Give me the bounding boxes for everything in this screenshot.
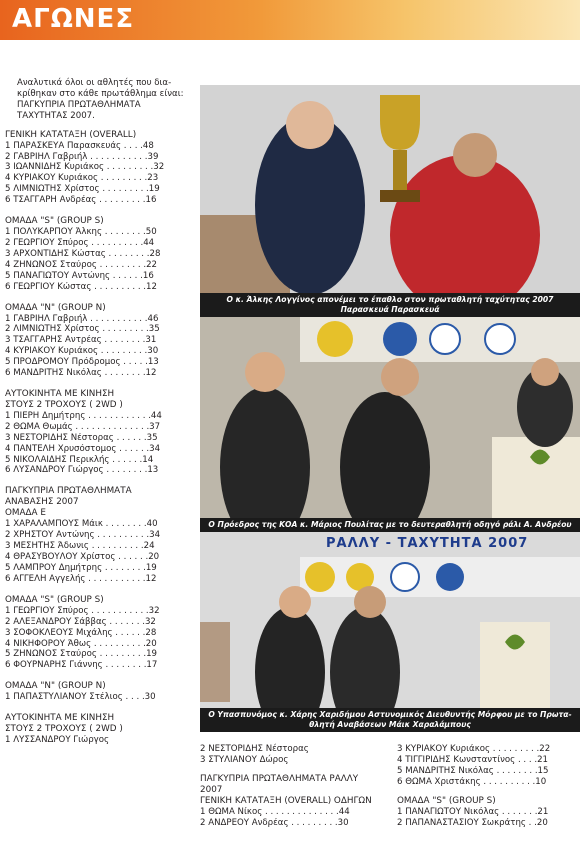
list-item: 2 ΝΕΣΤΟΡΙΔΗΣ Νέστορας xyxy=(200,744,309,754)
rally-banner-text: ΡΑΛΛΥ - ΤΑΧΥΤΗΤΑ 2007 xyxy=(326,536,529,551)
section-heading: ΠΑΓΚΥΠΡΙΑ ΠΡΩΤΑΘΛΗΜΑΤΑ ΑΝΑΒΑΣΗΣ 2007 ΟΜΑΔΑ Ε xyxy=(5,486,132,519)
results-section xyxy=(5,595,195,671)
list-item: 6 ΦΟΥΡΝΑΡΗΣ Γιάννης . . . . . . . .17 xyxy=(5,660,158,671)
section-heading: ΑΥΤΟΚΙΝΗΤΑ ΜΕ ΚΙΝΗΣΗ ΣΤΟΥΣ 2 ΤΡΟΧΟΥΣ ( 2WD ) xyxy=(5,388,123,410)
list-item: 1 ΘΩΜΑ Νίκος . . . . . . . . . . . . . .44 xyxy=(200,806,350,817)
list-item: 1 ΠΑΝΑΓΙΩΤΟΥ Νικόλας . . . . . . .21 xyxy=(397,806,549,817)
photo-award-overall xyxy=(200,85,580,317)
list-item: 5 ΠΡΟΔΡΟΜΟΥ Πρόδρομος . . . . .13 xyxy=(5,357,159,368)
results-section xyxy=(5,130,195,206)
list-item: 2 ΑΛΕΞΑΝΔΡΟΥ Σάββας . . . . . . .32 xyxy=(5,616,156,627)
intro-paragraph xyxy=(5,78,195,122)
results-section xyxy=(5,216,195,292)
list-item: 6 ΘΩΜΑ Χριστάκης . . . . . . . . . .10 xyxy=(397,776,547,787)
list-item: 3 ΣΤΥΛΙΑΝΟΥ Δώρος xyxy=(200,754,289,765)
list-item: 3 ΜΕΣΗΤΗΣ Άδωνις . . . . . . . . . .24 xyxy=(5,541,155,552)
list-item: 4 ΝΙΚΗΦΟΡΟΥ Άθως . . . . . . . . . .20 xyxy=(5,638,157,649)
results-column xyxy=(5,78,195,756)
section-heading: ΟΜΑΔΑ "S" (GROUP S) xyxy=(5,594,104,605)
results-section xyxy=(5,681,195,703)
list-item: 3 ΤΣΑΓΓΑΡΗΣ Αντρέας . . . . . . . .31 xyxy=(5,335,157,346)
list-item: 5 ΜΑΝΔΡΙΤΗΣ Νικόλας . . . . . . . .15 xyxy=(397,765,549,776)
section-heading: ΠΑΓΚΥΠΡΙΑ ΠΡΩΤΑΘΛΗΜΑΤΑ ΡΑΛΛΥ 2007 ΓΕΝΙΚΗ ΚΑΤΑΤΑΞΗ (OVERALL) ΟΔΗΓΩΝ xyxy=(200,773,372,806)
list-item: 4 ΚΥΡΙΑΚΟΥ Κυριάκος . . . . . . . . .30 xyxy=(5,346,159,357)
list-item: 5 ΖΗΝΩΝΟΣ Σταύρος . . . . . . . . .19 xyxy=(5,649,158,660)
list-item: 4 ΤΙΓΓΙΡΙΔΗΣ Κωνσταντίνος . . . .21 xyxy=(397,754,549,765)
section-heading: ΓΕΝΙΚΗ ΚΑΤΑΤΑΞΗ (OVERALL) xyxy=(5,129,137,140)
list-item: 6 ΓΕΩΡΓΙΟΥ Κώστας . . . . . . . . . .12 xyxy=(5,281,157,292)
intro-line: ΤΑΧΥΤΗΤΑΣ 2007. xyxy=(17,110,95,121)
photo-award-hillclimb xyxy=(200,532,580,732)
results-section xyxy=(5,303,195,379)
section-heading: ΟΜΑΔΑ "N" (GROUP N) xyxy=(5,302,106,313)
list-item: 3 ΚΥΡΙΑΚΟΥ Κυριάκος . . . . . . . . .22 xyxy=(397,744,551,754)
list-item: 2 ΓΑΒΡΙΗΛ Γαβριήλ . . . . . . . . . . .39 xyxy=(5,151,159,162)
photo-illustration xyxy=(200,85,580,317)
results-section xyxy=(5,713,195,746)
list-item: 4 ΘΡΑΣΥΒΟΥΛΟΥ Χρίστος . . . . . .20 xyxy=(5,552,160,563)
section-heading: ΑΥΤΟΚΙΝΗΤΑ ΜΕ ΚΙΝΗΣΗ ΣΤΟΥΣ 2 ΤΡΟΧΟΥΣ ( 2WD ) xyxy=(5,713,123,735)
list-item: 1 ΧΑΡΑΛΑΜΠΟΥΣ Μάικ . . . . . . . .40 xyxy=(5,519,158,530)
photo-caption: Ο Υπασπυνόμος κ. Χάρης Χαριδήμου Αστυνομικός Διευθυντής Μόρφου με το Πρωτα- θλητή Αναβάσεων Μάικ Χαραλάμπους xyxy=(200,708,580,732)
intro-line: ΠΑΓΚΥΠΡΙΑ ΠΡΩΤΑΘΛΗΜΑΤΑ xyxy=(17,99,141,110)
photo-award-rally xyxy=(200,317,580,532)
list-item: 4 ΖΗΝΩΝΟΣ Σταύρος . . . . . . . . .22 xyxy=(5,259,158,270)
list-item: 6 ΤΣΑΓΓΑΡΗ Ανδρέας . . . . . . . . .16 xyxy=(5,195,157,206)
photo-caption: Ο κ. Άλκης Λογγίνος απονέμει το έπαθλο στον πρωταθλητή ταχύτητας 2007 Παρασκευά Παρασκευά xyxy=(200,293,580,317)
section-heading: ΟΜΑΔΑ "S" (GROUP S) xyxy=(5,216,104,227)
list-item: 5 ΛΙΜΝΙΩΤΗΣ Χρίστος . . . . . . . . .19 xyxy=(5,184,160,195)
results-section xyxy=(5,389,195,476)
list-item: 3 ΝΕΣΤΟΡΙΔΗΣ Νέστορας . . . . . .35 xyxy=(5,432,158,443)
list-item: 5 ΠΑΝΑΓΙΩΤΟΥ Αντώνης . . . . . .16 xyxy=(5,270,154,281)
list-item: 2 ΑΝΔΡΕΟΥ Ανδρέας . . . . . . . . .30 xyxy=(200,817,349,828)
results-section xyxy=(5,486,195,584)
list-item: 2 ΧΡΗΣΤΟΥ Αντώνης . . . . . . . . . .34 xyxy=(5,530,161,541)
list-item: 1 ΠΙΕΡΗ Δημήτρης . . . . . . . . . . . .44 xyxy=(5,410,162,421)
list-item: 4 ΚΥΡΙΑΚΟΥ Κυριάκος . . . . . . . . .23 xyxy=(5,173,159,184)
intro-line: κρίθηκαν στο κάθε πρωτάθλημα είναι: xyxy=(17,88,184,99)
list-item: 1 ΓΕΩΡΓΙΟΥ Σπύρος . . . . . . . . . . .32 xyxy=(5,605,160,616)
list-item: 1 ΛΥΣΣΑΝΔΡΟΥ Γιώργος xyxy=(5,735,110,746)
photo-caption: Ο Πρόεδρος της ΚΟΑ κ. Μάριος Πουλίτας με το δευτεραθλητή οδηγό ράλι Α. Ανδρέου xyxy=(200,518,580,533)
list-item: 1 ΠΑΠΑΣΤΥΛΙΑΝΟΥ Στέλιος . . . .30 xyxy=(5,692,156,703)
list-item: 2 ΛΙΜΝΙΩΤΗΣ Χρίστος . . . . . . . . .35 xyxy=(5,324,160,335)
list-item: 1 ΓΑΒΡΙΗΛ Γαβριήλ . . . . . . . . . . .46 xyxy=(5,313,159,324)
intro-line: Αναλυτικά όλοι οι αθλητές που δια- xyxy=(17,78,172,88)
photo-illustration xyxy=(200,317,580,532)
list-item: 3 ΑΡΧΟΝΤΙΔΗΣ Κώστας . . . . . . . .28 xyxy=(5,248,161,259)
bottom-column-right xyxy=(397,744,580,828)
list-item: 6 ΛΥΣΑΝΔΡΟΥ Γιώργος . . . . . . . .13 xyxy=(5,465,159,476)
list-item: 5 ΛΑΜΠΡΟΥ Δημήτρης . . . . . . . .19 xyxy=(5,563,157,573)
list-item: 2 ΘΩΜΑ Θωμάς . . . . . . . . . . . . . .37 xyxy=(5,421,161,432)
list-item: 6 ΜΑΝΔΡΙΤΗΣ Νικόλας . . . . . . . .12 xyxy=(5,368,157,379)
list-item: 5 ΝΙΚΟΛΑΙΔΗΣ Περικλής . . . . . .14 xyxy=(5,454,154,465)
list-item: 1 ΠΑΡΑΣΚΕΥΑ Παρασκευάς . . . .48 xyxy=(5,140,154,151)
list-item: 1 ΠΟΛΥΚΑΡΠΟΥ Άλκης . . . . . . . .50 xyxy=(5,227,157,238)
photo-illustration xyxy=(200,532,580,732)
bottom-column-left xyxy=(200,744,390,829)
section-heading: ΟΜΑΔΑ "N" (GROUP N) xyxy=(5,681,106,692)
photo-column xyxy=(200,85,580,732)
section-heading: ΟΜΑΔΑ "S" (GROUP S) xyxy=(397,795,496,806)
list-item: 6 ΑΓΓΕΛΗ Αγγελής . . . . . . . . . . .12 xyxy=(5,573,157,584)
list-item: 3 ΙΩΑΝΝΙΔΗΣ Κυριάκος . . . . . . . . .32 xyxy=(5,162,165,173)
list-item: 4 ΠΑΝΤΕΛΗ Χρυσόστομος . . . . . .34 xyxy=(5,443,161,454)
section-banner xyxy=(0,0,580,40)
section-title: ΑΓΩΝΕΣ xyxy=(12,4,135,34)
list-item: 2 ΓΕΩΡΓΙΟΥ Σπύρος . . . . . . . . . .44 xyxy=(5,237,155,248)
list-item: 3 ΣΟΦΟΚΛΕΟΥΣ Μιχάλης . . . . . .28 xyxy=(5,627,157,638)
list-item: 2 ΠΑΠΑΝΑΣΤΑΣΙΟΥ Σωκράτης . .20 xyxy=(397,817,548,828)
